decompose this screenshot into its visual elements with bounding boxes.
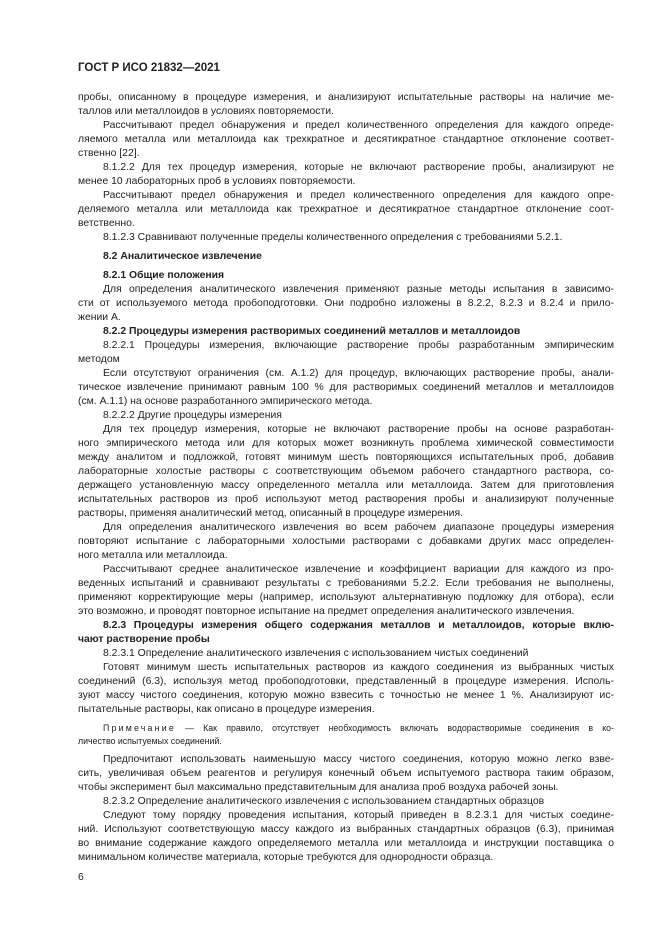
section-heading — [78, 325, 614, 339]
paragraph — [78, 409, 614, 423]
text-line: (см. А.1.1) на основе разработанного эмпирического метода. — [78, 396, 373, 407]
text-line: минимальном количестве материала, которые требуются для однородности образца. — [78, 852, 494, 863]
section-heading — [78, 619, 614, 647]
page-number: 6 — [78, 872, 84, 883]
text-line: Для тех процедур измерения, которые не включают растворение пробы на основе разработан- — [103, 424, 614, 435]
text-line: менее 10 лабораторных проб в условиях повторяемости. — [78, 176, 356, 187]
text-line: ного металла или металлоида. — [78, 550, 228, 561]
text-line: Следуют тому порядку проведения испытания, который приведен в 8.2.3.1 для чистых соедине- — [103, 810, 614, 821]
text-line: 8.2.2.1 Процедуры измерения, включающие растворение пробы разработанным эмпирическим — [103, 340, 614, 351]
text-line: Рассчитывают предел обнаружения и предел количественного определения для каждого опреде- — [103, 120, 614, 131]
text-line: ветственно. — [78, 218, 135, 229]
text-line: Готовят минимум шесть испытательных растворов из каждого соединения из выбранных чистых — [103, 662, 614, 673]
text-line: чтобы эксперимент был максимально представительным для анализа проб воздуха рабочей зоны. — [78, 782, 559, 793]
paragraph — [78, 231, 614, 245]
text-line: 8.2.3.2 Определение аналитического извлечения с использованием стандартных образцов — [103, 796, 545, 807]
note-label: Примечание — [103, 723, 176, 733]
text-line: 8.2.3.1 Определение аналитического извлечения с использованием чистых соединений — [103, 648, 529, 659]
text-line: методом — [78, 354, 120, 365]
text-line: 8.2.1 Общие положения — [103, 270, 225, 281]
text-line: Для определения аналитического извлечения применяют разные методы испытания в зависимо- — [103, 284, 614, 295]
text-line: сти от используемого метода пробоподготовки. Они подробно изложены в 8.2.2, 8.2.3 и 8.2.4 и прило- — [78, 298, 614, 309]
text-line: личество испытуемых соединений. — [78, 736, 222, 746]
text-line: 8.2.3 Процедуры измерения общего содержания металлов и металлоидов, которые вклю- — [103, 620, 614, 631]
text-line: ний. Используют соответствующую массу каждого из выбранных стандартных образцов (6.3), принимая — [78, 824, 614, 835]
text-line: 8.2.2.2 Другие процедуры измерения — [103, 410, 282, 421]
paragraph — [78, 119, 614, 161]
section-heading — [78, 250, 614, 264]
document-header: ГОСТ Р ИСО 21832—2021 — [78, 62, 220, 74]
paragraph — [78, 647, 614, 661]
text-line: 8.1.2.2 Для тех процедур измерения, которые не включают растворение пробы, анализируют не — [103, 162, 614, 173]
paragraph — [78, 809, 614, 865]
text-line: 8.2.2 Процедуры измерения растворимых соединений металлов и металлоидов — [103, 326, 521, 337]
text-line: соединений (6.3), используя метод пробоподготовки, представленный в процедуре измерения. Исполь- — [78, 676, 614, 687]
document-body — [78, 91, 614, 865]
text-line: испытательных растворов из проб используют метод растворения пробы и анализируют полученные — [78, 494, 614, 505]
text-line: Если отсутствуют ограничения (см. А.1.2) для процедур, включающих растворение пробы, анали- — [103, 368, 614, 379]
text-line: между аналитом и подложкой, готовят минимум шесть повторяющихся испытательных проб, добавив — [78, 452, 614, 463]
text-line: Предпочитают использовать наименьшую массу чистого соединения, которую можно легко взве- — [103, 754, 614, 765]
text-line: Для определения аналитического извлечения во всем рабочем диапазоне процедуры измерения — [103, 522, 614, 533]
text-line: ного эмпирического метода или для которых может возникнуть проблема химической совместимости — [78, 438, 614, 449]
text-line: таллов или металлоидов в условиях повторяемости. — [78, 106, 334, 117]
text-line: деляемого металла или металлоида как трехкратное и десятикратное стандартное отклонение соот- — [78, 204, 614, 215]
paragraph — [78, 367, 614, 409]
text-line: держащего установленную массу определенного металла или металлоида. Затем для приготовления — [78, 480, 614, 491]
text-line: во внимание содержание каждого определяемого металла или металлоида и инструкции поставщика о — [78, 838, 614, 849]
text-line: пробы, описанному в процедуре измерения, и анализируют испытательные растворы на наличие ме- — [78, 92, 614, 103]
paragraph — [78, 91, 614, 119]
section-heading — [78, 269, 614, 283]
text-line: лабораторные холостые растворы с соответствующим объемом рабочего стандартного раствора, со- — [78, 466, 614, 477]
paragraph — [78, 161, 614, 189]
paragraph — [78, 283, 614, 325]
paragraph — [78, 795, 614, 809]
text-line — [78, 722, 614, 735]
text-line: пытательные растворы, как описано в процедуре измерения. — [78, 704, 375, 715]
paragraph — [78, 339, 614, 367]
text-line: 8.1.2.3 Сравнивают полученные пределы количественного определения с требованиями 5.2.1. — [103, 232, 563, 243]
paragraph — [78, 521, 614, 563]
text-line: тическое извлечение принимают равным 100 % для растворимых соединений металлов и металлоидов — [78, 382, 614, 393]
paragraph — [78, 423, 614, 521]
note-paragraph — [78, 722, 614, 748]
text-line: сить, увеличивая объем реагентов и регулируя конечный объем испытуемого раствора таким образом, — [78, 768, 614, 779]
text-line: веденных испытаний и сравнивают результаты с требованиями 5.2.2. Если требования не выполнены, — [78, 578, 614, 589]
paragraph — [78, 563, 614, 619]
text-line: ственно [22]. — [78, 148, 140, 159]
note-text: — Как правило, отсутствует необходимость включать водорастворимые соединения в ко- — [175, 723, 614, 733]
text-line: чают растворение пробы — [78, 634, 210, 645]
text-line: Рассчитывают среднее аналитическое извлечение и коэффициент вариации для каждого из про- — [103, 564, 614, 575]
text-line: это возможно, и проводят повторное испытание на предмет определения аналитического извлечения. — [78, 606, 575, 617]
text-line: растворы, применяя аналитический метод, описанный в процедуре измерения. — [78, 508, 463, 519]
text-line: 8.2 Аналитическое извлечение — [103, 251, 262, 262]
paragraph — [78, 753, 614, 795]
text-line: повторяют испытание с лабораторными холостыми растворами с добавками других масс определен- — [78, 536, 614, 547]
paragraph — [78, 661, 614, 717]
text-line: Рассчитывают предел обнаружения и предел количественного определения для каждого опре- — [103, 190, 614, 201]
text-line: ляемого металла или металлоида как трехкратное и десятикратное стандартное отклонение соответ- — [78, 134, 614, 145]
text-line: жении А. — [78, 312, 121, 323]
text-line: применяют корректирующие меры (например, используют альтернативную подложку для отбора), если — [78, 592, 614, 603]
text-line: зуют массу чистого соединения, которую можно взвесить с точностью не менее 1 %. Анализируют ис- — [78, 690, 614, 701]
paragraph — [78, 189, 614, 231]
